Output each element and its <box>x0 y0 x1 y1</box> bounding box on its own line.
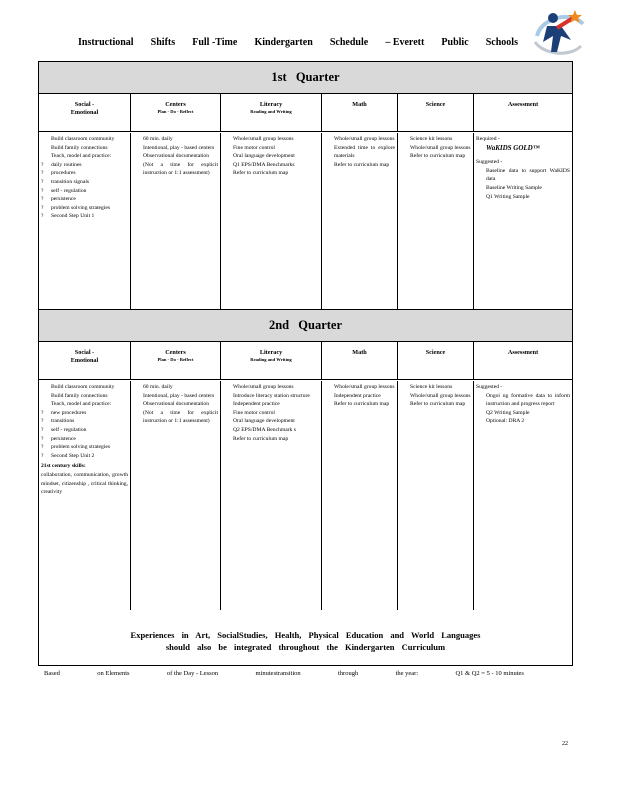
list-item-text: (Not a time for explicit instruction or 1:1 assessment) <box>143 409 218 425</box>
list-item-text: new procedures <box>51 409 87 416</box>
title-word: Schedule <box>329 37 369 48</box>
bullet: ? <box>41 452 44 459</box>
list-item-text: Build classroom community <box>51 384 115 390</box>
quarter-2-header-row <box>39 342 572 380</box>
column-header-title: Assessment <box>507 101 539 108</box>
integration-note <box>39 629 572 653</box>
list-item-text: Independent practice <box>233 401 280 408</box>
column-header-subtitle: Plan - Do - Reflect <box>157 357 194 362</box>
bullet: ? <box>41 187 44 194</box>
bullet <box>400 144 410 153</box>
list-item <box>133 392 218 401</box>
list-item-text: Science kit lessons <box>410 384 453 390</box>
list-item <box>400 392 471 401</box>
quarter-2-heading: 2nd Quarter <box>39 309 572 342</box>
list-item <box>324 144 395 161</box>
bullet: ? <box>41 178 44 185</box>
list-item-text: self - regulation <box>51 187 87 194</box>
title-word: Kindergarten <box>254 37 313 48</box>
list-item-text: Oral language development <box>233 418 295 425</box>
list-item <box>41 400 128 409</box>
list-item-text: Q1 Writing Sample <box>486 193 530 200</box>
list-item-text: Whole/small group lessons <box>410 392 471 399</box>
list-item-text: Whole/small group lessons <box>410 144 471 151</box>
century-skills-text: collaboration, communication, growth mindset, citizenship , critical thinking, creativity <box>41 471 128 496</box>
list-item <box>41 144 128 153</box>
bullet <box>41 400 51 409</box>
bullet <box>223 383 233 392</box>
list-item-text: Baseline data to support WaKIDS data <box>486 167 570 183</box>
list-item <box>133 135 218 144</box>
bullet <box>41 392 51 401</box>
list-item-text: Fine motor control <box>233 144 275 151</box>
list-item-text: Refer to curriculum map <box>410 401 466 408</box>
list-item-text: 60 min. daily <box>143 384 173 390</box>
list-item <box>133 383 218 392</box>
list-item-text: Introduce literacy station structure <box>233 392 310 399</box>
column-header-title: Centers <box>165 101 186 108</box>
list-item <box>41 383 128 392</box>
transition-note-word: Q1 & Q2 = 5 - 10 minutes <box>455 670 524 677</box>
list-item-text: Q2 Writing Sample <box>486 409 530 416</box>
column-header <box>39 342 131 380</box>
column-header-title: Science <box>425 101 446 108</box>
bullet <box>476 144 486 153</box>
q2-math-cell <box>322 381 398 610</box>
century-skills-label: 21st century skills: <box>41 463 86 470</box>
bullet <box>41 383 51 392</box>
bullet <box>223 400 233 409</box>
bullet <box>324 392 334 401</box>
bullet <box>476 409 486 418</box>
q2-suggested-label: Suggested - <box>476 384 503 390</box>
bullet <box>133 400 143 409</box>
list-item <box>133 409 218 426</box>
list-item-text: 60 min. daily <box>143 136 173 142</box>
q1-centers-cell <box>131 133 221 309</box>
transition-note-word: of the Day - Lesson <box>166 670 219 677</box>
list-item-text: Science kit lessons <box>410 136 453 142</box>
column-header-title: Social - <box>74 101 95 108</box>
list-item <box>41 178 128 187</box>
list-item-text: persistence <box>51 435 76 442</box>
list-item <box>41 204 128 213</box>
list-item-text: Extended time to explore materials <box>334 144 395 160</box>
list-item-text: Build family connections <box>51 144 108 151</box>
column-header <box>322 342 398 380</box>
q1-literacy-cell <box>221 133 322 309</box>
list-item-text: (Not a time for explicit instruction or 1:1 assessment) <box>143 161 218 177</box>
q1-math-cell <box>322 133 398 309</box>
list-item-text: Observational documentation <box>143 153 210 160</box>
list-item <box>400 383 471 392</box>
list-item <box>324 161 395 170</box>
bullet: ? <box>41 170 44 177</box>
title-word: Schools <box>485 37 518 48</box>
list-item <box>223 152 319 161</box>
list-item-text: Q2 EPS/DMA Benchmark s <box>233 426 296 433</box>
page-number: 22 <box>562 741 568 747</box>
column-header <box>131 342 221 380</box>
title-word: Public <box>441 37 469 48</box>
bullet <box>476 184 486 193</box>
column-header <box>474 342 572 380</box>
bullet <box>400 383 410 392</box>
list-item-text: Build family connections <box>51 392 108 399</box>
column-header-title: Science <box>425 349 446 356</box>
list-item-text: Refer to curriculum map <box>334 401 390 408</box>
bullet <box>223 417 233 426</box>
bullet <box>476 193 486 202</box>
q2-social-emotional-cell <box>39 381 131 610</box>
quarter-1-heading: 1st Quarter <box>39 62 572 94</box>
q2-assessment-cell <box>474 381 572 610</box>
integration-note-line-2: should also be integrated throughout the Kindergarten Curriculum <box>165 642 446 652</box>
title-word: Instructional <box>78 37 134 48</box>
list-item <box>133 152 218 161</box>
title-word: – Everett <box>385 37 425 48</box>
bullet <box>223 392 233 401</box>
bullet: ? <box>41 204 44 211</box>
column-header <box>322 94 398 132</box>
list-item-text: Q1 EPS/DMA Benchmarks <box>233 161 295 168</box>
list-item <box>223 435 319 444</box>
list-item-text: Whole/small group lessons <box>233 384 294 390</box>
list-item <box>41 452 128 461</box>
list-item-text: problem solving strategies <box>51 204 111 211</box>
list-item-text: Whole/small group lessons <box>334 136 395 142</box>
list-item <box>476 167 570 184</box>
list-item-text: Baseline Writing Sample <box>486 184 542 191</box>
list-item <box>41 169 128 178</box>
bullet: ? <box>41 161 44 168</box>
q2-literacy-cell <box>221 381 322 610</box>
bullet <box>400 400 410 409</box>
list-item <box>41 409 128 418</box>
column-header <box>221 94 322 132</box>
list-item-text: Build classroom community <box>51 136 115 142</box>
q2-science-cell <box>398 381 474 610</box>
bullet <box>324 400 334 409</box>
column-header-title-cont: Emotional <box>70 109 99 116</box>
list-item <box>400 135 471 144</box>
list-item <box>476 392 570 409</box>
list-item <box>223 400 319 409</box>
list-item <box>41 417 128 426</box>
bullet <box>476 167 486 184</box>
list-item <box>133 144 218 153</box>
column-header-subtitle: Reading and Writing <box>250 109 292 114</box>
q1-required-label: Required - <box>476 136 500 142</box>
column-header <box>131 94 221 132</box>
bullet <box>324 383 334 392</box>
bullet <box>133 409 143 426</box>
column-header-title: Math <box>352 349 367 356</box>
list-item <box>400 152 471 161</box>
q1-science-cell <box>398 133 474 309</box>
q1-social-emotional-cell <box>39 133 131 309</box>
list-item <box>223 392 319 401</box>
list-item-text: Fine motor control <box>233 409 275 416</box>
list-item-text: Independent practice <box>334 392 381 399</box>
bullet: ? <box>41 435 44 442</box>
list-item <box>324 135 395 144</box>
list-item <box>223 383 319 392</box>
title-word: Full -Time <box>192 37 238 48</box>
list-item-text: Second Step Unit 2 <box>51 452 95 459</box>
column-header <box>39 94 131 132</box>
column-header-title: Assessment <box>507 349 539 356</box>
bullet <box>400 135 410 144</box>
list-item <box>223 426 319 435</box>
list-item <box>400 400 471 409</box>
bullet: ? <box>41 213 44 220</box>
list-item-text: Whole/small group lessons <box>233 136 294 142</box>
list-item-text: persistence <box>51 196 76 203</box>
list-item <box>223 417 319 426</box>
list-item-text: Ongoi ng formative data to inform instruction and progress report <box>486 392 570 408</box>
list-item <box>41 161 128 170</box>
bullet <box>133 144 143 153</box>
column-header-title: Centers <box>165 349 186 356</box>
bullet <box>223 161 233 170</box>
list-item <box>41 435 128 444</box>
title-word: Shifts <box>150 37 176 48</box>
list-item-text: Teach, model and practice: <box>51 401 112 408</box>
list-item <box>41 212 128 221</box>
list-item <box>324 383 395 392</box>
column-header-title: Literacy <box>259 349 283 356</box>
list-item-text: Whole/small group lessons <box>334 384 395 390</box>
list-item <box>223 409 319 418</box>
bullet <box>41 144 51 153</box>
list-item-text: Second Step Unit 1 <box>51 213 95 220</box>
column-header-subtitle: Plan - Do - Reflect <box>157 109 194 114</box>
column-header <box>398 342 474 380</box>
column-header-title: Math <box>352 101 367 108</box>
transition-note-word: minutestransition <box>255 670 301 677</box>
quarter-1-header-row <box>39 94 572 132</box>
bullet <box>133 392 143 401</box>
schedule-table <box>38 61 573 666</box>
transition-note-word: through <box>338 670 359 677</box>
list-item-text: self - regulation <box>51 426 87 433</box>
quarter-1-content-row <box>39 133 572 309</box>
list-item <box>476 409 570 418</box>
quarter-2-content-row <box>39 381 572 610</box>
bullet <box>223 152 233 161</box>
list-item <box>223 161 319 170</box>
bullet: ? <box>41 409 44 416</box>
list-item <box>41 135 128 144</box>
list-item-text: transition signals <box>51 178 90 185</box>
bullet <box>41 152 51 161</box>
bullet <box>223 435 233 444</box>
list-item <box>133 161 218 178</box>
district-logo <box>531 6 587 60</box>
bullet <box>41 135 51 144</box>
list-item <box>223 169 319 178</box>
transition-note-word: the year: <box>395 670 419 677</box>
bullet <box>324 161 334 170</box>
list-item <box>41 426 128 435</box>
column-header-title-cont: Emotional <box>70 357 99 364</box>
list-item <box>324 400 395 409</box>
bullet <box>223 169 233 178</box>
bullet <box>324 135 334 144</box>
list-item-text: Intentional, play - based centers <box>143 144 215 151</box>
list-item-text: Oral language development <box>233 153 295 160</box>
document-title <box>78 37 518 48</box>
list-item-text: problem solving strategies <box>51 444 111 451</box>
bullet <box>223 135 233 144</box>
bullet <box>133 152 143 161</box>
bullet <box>476 417 486 426</box>
list-item <box>41 392 128 401</box>
column-header-title: Literacy <box>259 101 283 108</box>
column-header-title: Social - <box>74 349 95 356</box>
list-item <box>223 135 319 144</box>
bullet <box>324 144 334 161</box>
list-item <box>41 152 128 161</box>
list-item <box>476 193 570 202</box>
list-item-text: transitions <box>51 418 75 425</box>
column-header <box>398 94 474 132</box>
list-item-text: Intentional, play - based centers <box>143 392 215 399</box>
list-item <box>41 195 128 204</box>
list-item-text: daily routines <box>51 161 82 168</box>
wakids-gold: WaKIDS GOLD™ <box>486 143 540 152</box>
bullet: ? <box>41 196 44 203</box>
list-item <box>41 187 128 196</box>
list-item <box>400 144 471 153</box>
list-item <box>41 443 128 452</box>
list-item-text: Teach, model and practice: <box>51 153 112 160</box>
list-item-text: Optional: DRA 2 <box>486 418 525 425</box>
q2-centers-cell <box>131 381 221 610</box>
list-item <box>324 392 395 401</box>
list-item-text: Refer to curriculum map <box>410 153 466 160</box>
column-header-subtitle: Reading and Writing <box>250 357 292 362</box>
column-header <box>221 342 322 380</box>
integration-note-line-1: Experiences in Art, SocialStudies, Health, Physical Education and World Languages <box>130 630 481 640</box>
bullet <box>133 383 143 392</box>
transition-note-word: Based <box>44 670 60 677</box>
list-item-text: procedures <box>51 170 76 177</box>
list-item-text: Refer to curriculum map <box>233 435 289 442</box>
bullet: ? <box>41 426 44 433</box>
list-item-text: Refer to curriculum map <box>233 170 289 177</box>
list-item <box>223 144 319 153</box>
bullet <box>223 409 233 418</box>
bullet <box>133 161 143 178</box>
q1-suggested-label: Suggested - <box>476 159 503 166</box>
list-item-text: Observational documentation <box>143 401 210 408</box>
bullet <box>133 135 143 144</box>
bullet <box>400 152 410 161</box>
bullet: ? <box>41 418 44 425</box>
list-item-text: Refer to curriculum map <box>334 161 390 168</box>
list-item <box>476 184 570 193</box>
bullet <box>400 392 410 401</box>
list-item <box>476 417 570 426</box>
transition-time-note <box>44 670 524 677</box>
bullet: ? <box>41 444 44 451</box>
bullet <box>476 392 486 409</box>
column-header <box>474 94 572 132</box>
bullet <box>223 426 233 435</box>
transition-note-word: on Elements <box>97 670 130 677</box>
q1-assessment-cell <box>474 133 572 309</box>
bullet <box>223 144 233 153</box>
list-item <box>133 400 218 409</box>
